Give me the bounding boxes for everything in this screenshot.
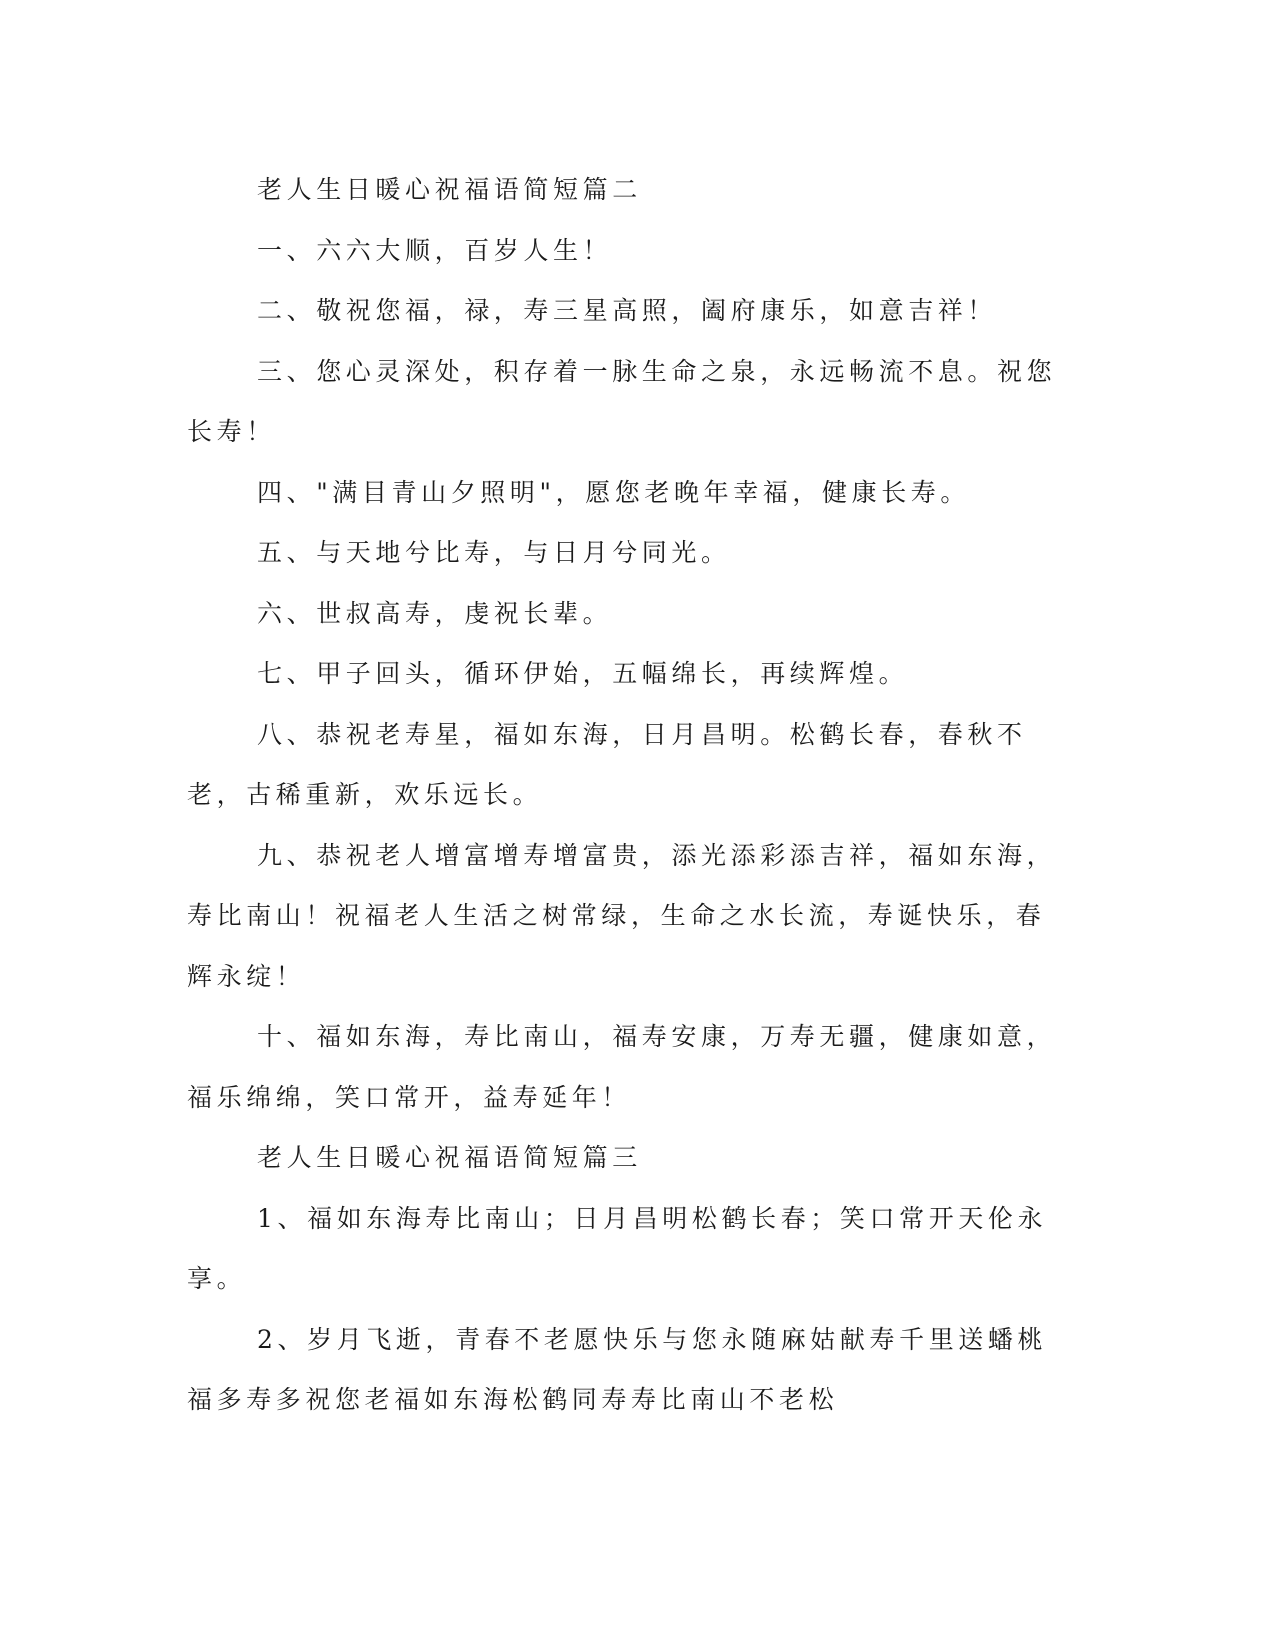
paragraph-4: 四、"满目青山夕照明"，愿您老晚年幸福，健康长寿。 [257, 477, 970, 507]
paragraph-11: 1、福如东海寿比南山；日月昌明松鹤长春；笑口常开天伦永享。 [187, 1203, 1048, 1293]
paragraph-12: 2、岁月飞逝，青春不老愿快乐与您永随麻姑献寿千里送蟠桃福多寿多祝您老福如东海松鹤同寿寿比南山不老松 [187, 1324, 1048, 1414]
paragraph-7: 七、甲子回头，循环伊始，五幅绵长，再续辉煌。 [257, 659, 909, 688]
paragraph-1: 一、六六大顺，百岁人生！ [257, 235, 613, 265]
paragraph-9: 九、恭祝老人增富增寿增富贵，添光添彩添吉祥，福如东海，寿比南山！祝福老人生活之树常绿，生命之水长流，寿诞快乐，春辉永绽！ [187, 840, 1057, 991]
document-body [187, 160, 1067, 1431]
paragraph-5: 五、与天地兮比寿，与日月兮同光。 [257, 538, 731, 567]
paragraph-2: 二、敬祝您福，禄，寿三星高照，阖府康乐，如意吉祥！ [257, 296, 998, 325]
section-heading-2: 老人生日暖心祝福语简短篇二 [257, 175, 642, 204]
section-heading-3: 老人生日暖心祝福语简短篇三 [257, 1143, 642, 1172]
paragraph-10: 十、福如东海，寿比南山，福寿安康，万寿无疆，健康如意，福乐绵绵，笑口常开，益寿延年！ [187, 1022, 1057, 1112]
paragraph-8: 八、恭祝老寿星，福如东海，日月昌明。松鹤长春，春秋不老，古稀重新，欢乐远长。 [187, 719, 1027, 809]
paragraph-3: 三、您心灵深处，积存着一脉生命之泉，永远畅流不息。祝您长寿！ [187, 356, 1057, 446]
paragraph-6: 六、世叔高寿，虔祝长辈。 [257, 598, 613, 628]
